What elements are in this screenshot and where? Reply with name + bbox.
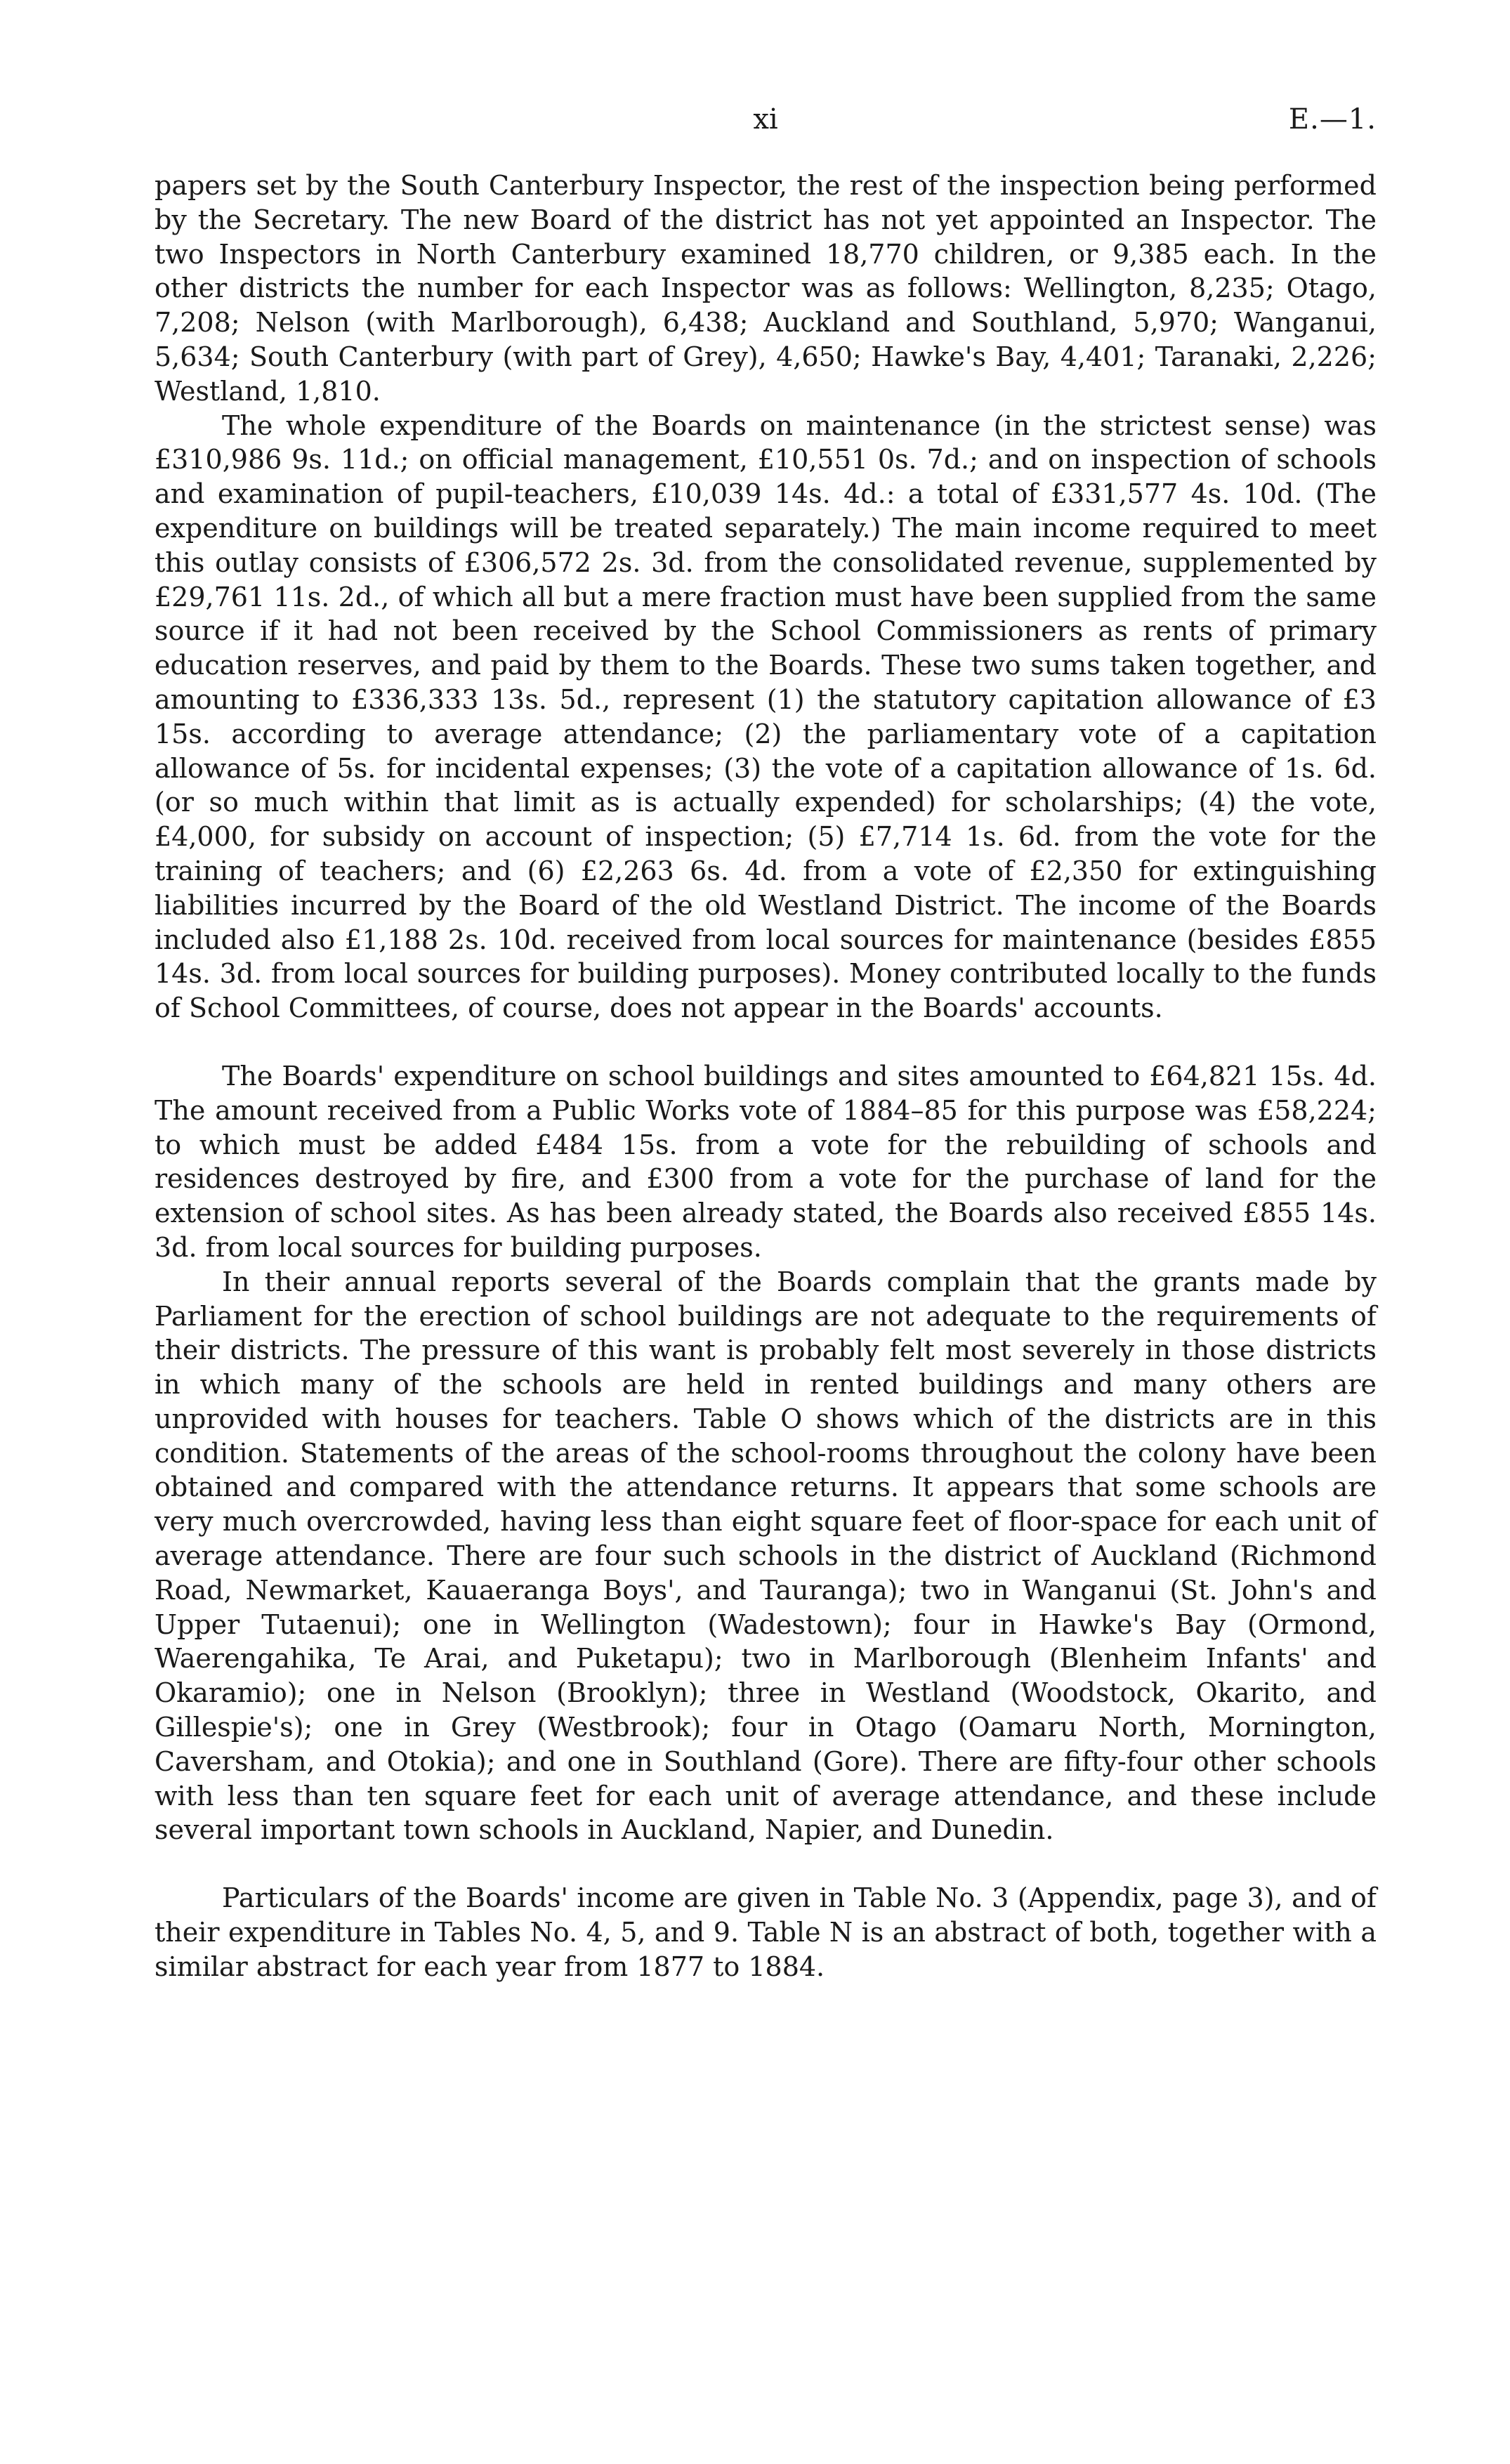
page-number: xi xyxy=(753,103,778,136)
page-header xyxy=(155,105,1377,148)
paragraph-buildings-expenditure: The Boards' expenditure on school buildings and sites amounted to £64,821 15s. 4d. The amount received from a Public Works vote of 1884–85 for this purpose was £58,224; to which must be added £484 15s. from a vote for the rebuilding of schools and residences destroyed by fire, and £300 from a vote for the purchase of land for the extension of school sites. As has been already stated, the Boards also received £855 14s. 3d. from local sources for building purposes. xyxy=(155,1060,1377,1263)
body-text xyxy=(155,169,1377,1984)
document-reference: E.—1. xyxy=(1288,103,1377,136)
paragraph-inspectors: papers set by the South Canterbury Inspector, the rest of the inspection being performed by the Secretary. The new Board of the district has not yet appointed an Inspector. The two Inspectors in North Canterbury examined 18,770 children, or 9,385 each. In the other districts the number for each Inspector was as follows: Wellington, 8,235; Otago, 7,208; Nelson (with Marlborough), 6,438; Auckland and Southland, 5,970; Wanganui, 5,634; South Canterbury (with part of Grey), 4,650; Hawke's Bay, 4,401; Taranaki, 2,226; Westland, 1,810. xyxy=(155,170,1377,407)
paragraph-overcrowding: In their annual reports several of the Boards complain that the grants made by Parliament for the erection of school buildings are not adequate to the requirements of their districts. The pressure of this want is probably felt most severely in those districts in which many of the schools are held in rented buildings and many others are unprovided with houses for teachers. Table O shows which of the districts are in this condition. Statements of the areas of the school-rooms throughout the colony have been obtained and compared with the attendance returns. It appears that some schools are very much overcrowded, having less than eight square feet of floor-space for each unit of average attendance. There are four such schools in the district of Auckland (Richmond Road, Newmarket, Kauaeranga Boys', and Tauranga); two in Wanganui (St. John's and Upper Tutaenui); one in Wellington (Wadestown); four in Hawke's Bay (Ormond, Waerengahika, Te Arai, and Puketapu); two in Marlborough (Blenheim Infants' and Okaramio); one in Nelson (Brooklyn); three in Westland (Woodstock, Okarito, and Gillespie's); one in Grey (Westbrook); four in Otago (Oamaru North, Mornington, Caversham, and Otokia); and one in Southland (Gore). There are fifty-four other schools with less than ten square feet for each unit of average attendance, and these include several important town schools in Auckland, Napier, and Dunedin. xyxy=(155,1266,1377,1846)
paragraph-expenditure-maintenance: The whole expenditure of the Boards on maintenance (in the strictest sense) was £310,986 9s. 11d.; on official management, £10,551 0s. 7d.; and on inspection of schools and examination of pupil-teachers, £10,039 14s. 4d.: a total of £331,577 4s. 10d. (The expenditure on buildings will be treated separately.) The main income required to meet this outlay consists of £306,572 2s. 3d. from the consolidated revenue, supplemented by £29,761 11s. 2d., of which all but a mere fraction must have been supplied from the same source if it had not been received by the School Commissioners as rents of primary education reserves, and paid by them to the Boards. These two sums taken together, and amounting to £336,333 13s. 5d., represent (1) the statutory capitation allowance of £3 15s. according to average attendance; (2) the parliamentary vote of a capitation allowance of 5s. for incidental expenses; (3) the vote of a capitation allowance of 1s. 6d. (or so much within that limit as is actually expended) for scholarships; (4) the vote, £4,000, for subsidy on account of inspection; (5) £7,714 1s. 6d. from the vote for the training of teachers; and (6) £2,263 6s. 4d. from a vote of £2,350 for extinguishing liabilities incurred by the Board of the old Westland District. The income of the Boards included also £1,188 2s. 10d. received from local sources for maintenance (besides £855 14s. 3d. from local sources for building purposes). Money contributed locally to the funds of School Committees, of course, does not appear in the Boards' accounts. xyxy=(155,409,1377,1024)
paragraph-particulars: Particulars of the Boards' income are given in Table No. 3 (Appendix, page 3), and of their expenditure in Tables No. 4, 5, and 9. Table N is an abstract of both, together with a similar abstract for each year from 1877 to 1884. xyxy=(155,1882,1377,1982)
